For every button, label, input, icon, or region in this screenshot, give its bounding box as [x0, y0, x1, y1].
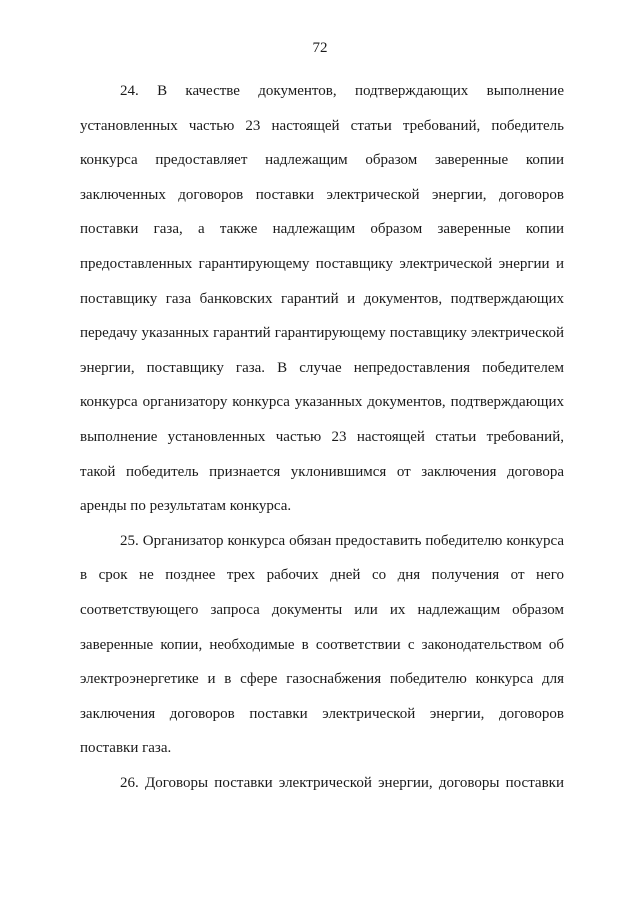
text-line: заверенные копии, необходимые в соответствии с законодательством об [80, 636, 564, 653]
text-line: заключенных договоров поставки электрической энергии, договоров [80, 186, 564, 203]
text-line: передачу указанных гарантий гарантирующему поставщику электрической [80, 325, 564, 342]
text-line: конкурса организатору конкурса указанных документов, подтверждающих [80, 394, 564, 411]
text-line: такой победитель признается уклонившимся от заключения договора [80, 463, 564, 480]
text-line: установленных частью 23 настоящей статьи требований, победитель [80, 117, 564, 134]
text-line: электроэнергетике и в сфере газоснабжения победителю конкурса для [80, 671, 564, 688]
text-line: соответствующего запроса документы или их надлежащим образом [80, 601, 564, 618]
text-line: аренды по результатам конкурса. [80, 498, 292, 515]
text-line: предоставленных гарантирующему поставщику электрической энергии и [80, 255, 564, 272]
text-line: поставки газа, а также надлежащим образом заверенные копии [80, 221, 564, 238]
document-body [80, 74, 564, 800]
text-line: поставщику газа банковских гарантий и документов, подтверждающих [80, 290, 564, 307]
paragraph-26 [80, 766, 564, 801]
paragraph-25 [80, 524, 564, 766]
text-line: выполнение установленных частью 23 настоящей статьи требований, [80, 428, 564, 445]
text-line: 26. Договоры поставки электрической энергии, договоры поставки [120, 774, 564, 791]
text-line: энергии, поставщику газа. В случае непредоставления победителем [80, 359, 564, 376]
page-number: 72 [312, 40, 328, 56]
text-line: 25. Организатор конкурса обязан предоставить победителю конкурса [120, 532, 564, 549]
text-line: поставки газа. [80, 740, 172, 757]
text-line: 24. В качестве документов, подтверждающих выполнение [120, 83, 564, 99]
text-line: в срок не позднее трех рабочих дней со дня получения от него [80, 567, 564, 584]
text-line: конкурса предоставляет надлежащим образом заверенные копии [80, 152, 564, 169]
paragraph-24 [80, 74, 564, 524]
text-line: заключения договоров поставки электрической энергии, договоров [80, 705, 564, 722]
